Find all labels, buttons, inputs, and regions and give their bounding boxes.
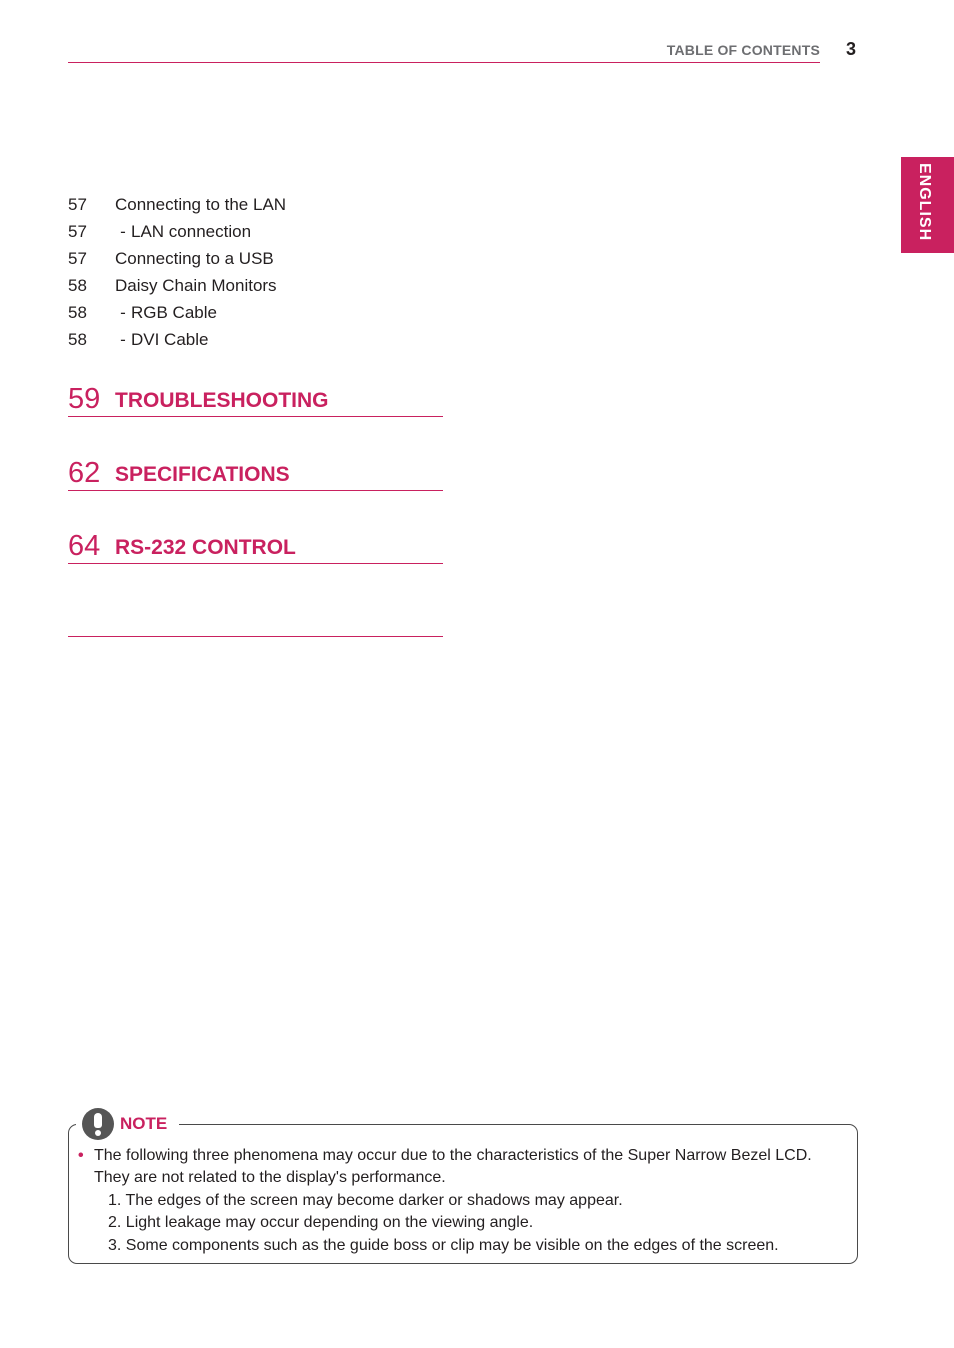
toc-entry-page: 58 (68, 276, 87, 295)
section-page-number: 62 (68, 457, 101, 489)
note-list-item: 2. Light leakage may occur depending on the viewing angle. (108, 1214, 534, 1232)
toc-subentry-dash: - (120, 303, 126, 322)
section-title: TROUBLESHOOTING (115, 389, 329, 412)
language-tab (901, 157, 954, 253)
toc-section-troubleshooting[interactable] (68, 382, 443, 417)
header-divider (68, 62, 820, 63)
note-header (76, 1108, 179, 1140)
header-section-label: TABLE OF CONTENTS (666, 42, 820, 58)
toc-entry-title: Connecting to a USB (115, 249, 274, 268)
toc-entry-title-wrap (115, 328, 208, 352)
toc-entry-title: DVI Cable (131, 330, 209, 349)
language-tab-label: ENGLISH (916, 163, 933, 242)
toc-entry-title: LAN connection (131, 222, 252, 241)
note-label: NOTE (120, 1114, 168, 1133)
bullet-icon: • (78, 1147, 84, 1164)
toc-entry-title-wrap (115, 220, 251, 244)
toc-section-specifications[interactable] (68, 456, 443, 491)
note-numbered-list (78, 1190, 818, 1257)
section-divider (68, 636, 443, 637)
section-page-number: 59 (68, 383, 101, 415)
section-page-number: 64 (68, 530, 101, 562)
toc-entry-page: 58 (68, 330, 87, 349)
note-list-item: 1. The edges of the screen may become darker or shadows may appear. (108, 1191, 623, 1209)
section-title: SPECIFICATIONS (115, 463, 290, 486)
toc-entry-page: 57 (68, 195, 87, 214)
note-text: The following three phenomena may occur due to the characteristics of the Super Narrow Bezel LCD. They are not related to the display's performance. (94, 1147, 812, 1187)
toc-entry-title-wrap (115, 301, 217, 325)
toc-entry-title: RGB Cable (131, 303, 217, 322)
toc-subentry-dash: - (120, 330, 126, 349)
toc-entry-page: 57 (68, 222, 87, 241)
note-bullet-item (78, 1145, 818, 1190)
toc-section-rs232-control[interactable] (68, 529, 443, 564)
section-title: RS-232 CONTROL (115, 536, 296, 559)
note-list-item: 3. Some components such as the guide boss or clip may be visible on the edges of the screen. (108, 1236, 779, 1254)
note-body (78, 1145, 818, 1257)
toc-entry-title: Daisy Chain Monitors (115, 276, 277, 295)
toc-subentry-dash: - (120, 222, 126, 241)
toc-entry-title: Connecting to the LAN (115, 195, 287, 214)
toc-entry-page: 58 (68, 303, 87, 322)
exclamation-icon (82, 1108, 114, 1140)
page-number: 3 (846, 39, 857, 59)
toc-entry-page: 57 (68, 249, 87, 268)
